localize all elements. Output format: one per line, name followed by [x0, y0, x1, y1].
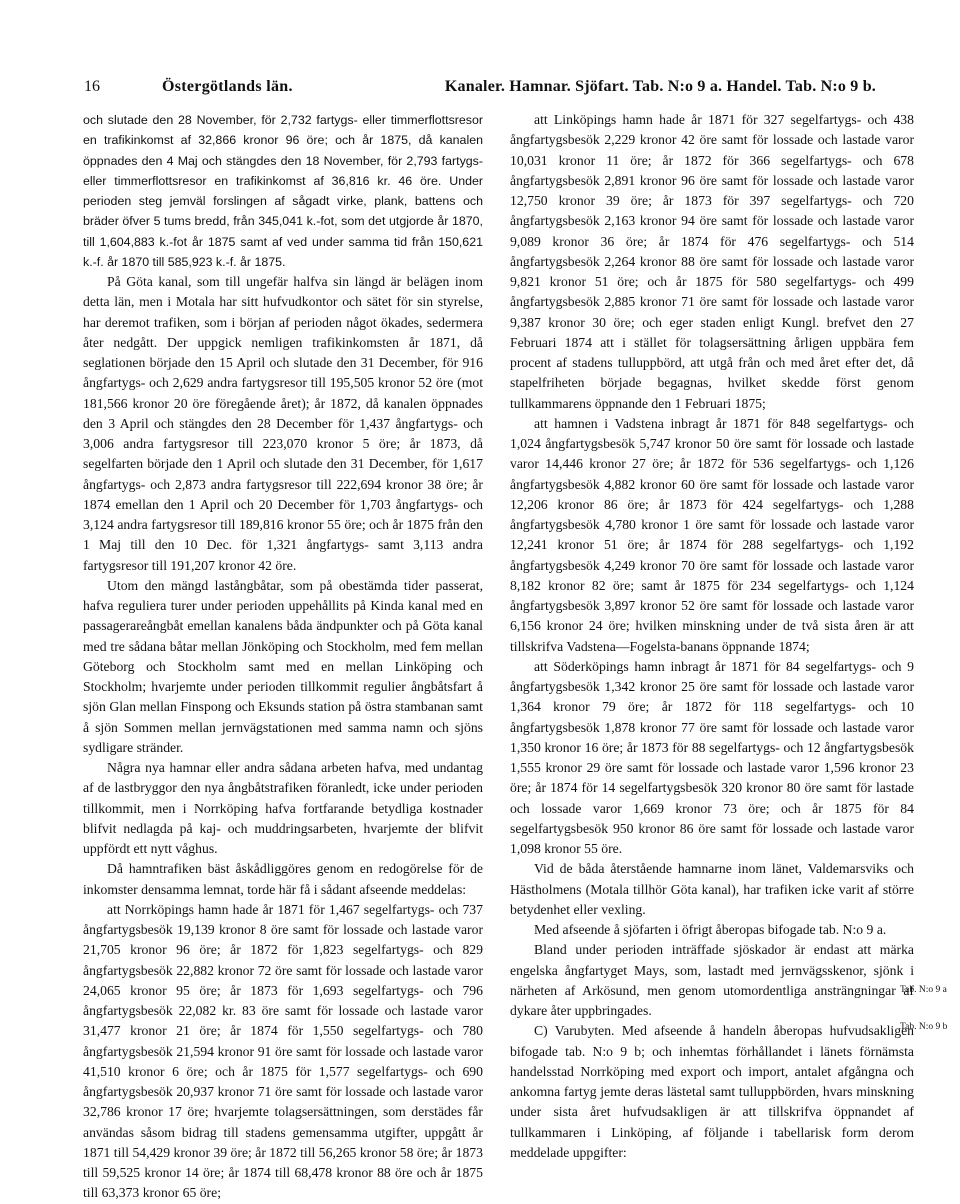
paragraph: Utom den mängd lastångbåtar, som på obestämda tider passerat, hafva reguliera turer under perioden uppehållits på Kinda kanal med en passagerareångbåt emellan kanalens båda ändpunkter och på Göta kanal med tre sådana båtar mellan Jönköping och Stockholm, med fem mellan Göteborg och Stockholm samt med en mellan Linköping och Stockholm; hvarjemte under perioden tillkommit regulier ångbåtsfart å sjön Glan mellan Finspong och Eksunds station på östra stambanan samt å sjön Sommen mellan jernvägstationen med samma namn och sjöns sydligare stränder. — [83, 577, 483, 755]
paragraph: C) Varubyten. Med afseende å handeln åberopas hufvudsakligen bifogade tab. N:o 9 b; och inhemtas förhållandet i länets förnämsta handelsstad Norrköping med export och import, antalet afgångna och ankomna fartyg jemte deras lästetal samt tulluppbörden, hvars minskning under sista året hufvudsakligen är att tillskrifva öppnandet af tullkammaren i Linköping, af följande i tabellarisk form derom meddelade uppgifter: — [510, 1023, 914, 1160]
paragraph: att Norrköpings hamn hade år 1871 för 1,467 segelfartygs- och 737 ångfartygsbesök 19,139 kronor 8 öre samt för lossade och lastade varor 21,705 kronor 96 öre; år 1872 för 1,823 segelfartygs- och 829 ångfartygsbesök 22,882 kronor 72 öre samt för lossade och lastade varor 24,065 kronor 95 öre; år 1873 för 1,693 segelfartygs- och 796 ångfartygsbesök 22,082 kr. 83 öre samt för lossade och lastade varor 31,477 kronor 21 öre; år 1874 för 1,550 segelfartygs- och 780 ångfartygsbesök 21,594 kronor 91 öre samt för lossade och lastade varor 41,510 kronor 6 öre; och år 1875 för 1,577 segelfartygs- och 690 ångfartygsbesök 20,937 kronor 71 öre samt för lossade och lastade varor 32,786 kronor 17 öre; hvarjemte tolagsersättningen, som derstädes får användas såsom bidrag till stadens gemensamma utgifter, uppgått år 1871 till 54,429 kronor 39 öre; år 1872 till 56,265 kronor 58 öre; år 1873 till 59,525 kronor 14 öre; år 1874 till 68,478 kronor 88 öre och år 1875 till 63,373 kronor 65 öre; — [83, 901, 483, 1201]
paragraph: att hamnen i Vadstena inbragt år 1871 för 848 segelfartygs- och 1,024 ångfartygsbesök 5,747 kronor 50 öre samt för lossade och lastade varor 14,446 kronor 27 öre; år 1872 för 536 segelfartygs- och 1,126 ångfartygsbesök 4,882 kronor 60 öre samt för lossade och lastade varor 12,206 kronor 86 öre; år 1873 för 424 segelfartygs- och 1,288 ångfartygsbesök 4,780 kronor 1 öre samt för lossade och lastade varor 12,241 kronor 51 öre; år 1874 för 288 segelfartygs- och 1,192 ångfartygsbesök 4,249 kronor 70 öre samt för lossade och lastade varor 8,182 kronor 82 öre; samt år 1875 för 234 segelfartygs- och 1,124 ångfartygsbesök 3,897 kronor 52 öre samt för lossade och lastade varor 6,156 kronor 24 öre; hvilken minskning under de två sista åren är att tillskrifva Vadstena—Fogelsta-banans öppnande 1874; — [510, 415, 914, 654]
paragraph: Bland under perioden inträffade sjöskador är endast att märka engelska ångfartyget Mays, som, lastadt med jernvägsskenor, sjönk i närheten af Arkösund, men genom utomordentliga ansträngningar af dykare åter uppbringades. — [510, 942, 914, 1018]
page-number: 16 — [84, 78, 100, 95]
paragraph: att Linköpings hamn hade år 1871 för 327 segelfartygs- och 438 ångfartygsbesök 2,229 kronor 42 öre samt för lossade och lastade varor 10,031 kronor 11 öre; år 1872 för 366 segelfartygs- och 678 ångfartygsbesök 2,891 kronor 96 öre samt för lossade och lastade varor 12,750 kronor 39 öre; år 1873 för 397 segelfartygs- och 720 ångfartygsbesök 2,163 kronor 94 öre samt för lossade och lastade varor 9,089 kronor 36 öre; år 1874 för 476 segelfartygs- och 514 ångfartygsbesök 2,264 kronor 88 öre samt för lossade och lastade varor 9,821 kronor 51 öre; och år 1875 för 580 segelfartygs- och 499 ångfartygsbesök 2,885 kronor 71 öre samt för lossade och lastade varor 9,387 kronor 30 öre; och eger staden enligt Kungl. brefvet den 27 Februari 1874 att i stället för tolagsersättning årligen uppbära fem procent af stadens tulluppbörd, att utgå från och med året efter det, då stapelfriheten började begagnas, hvilket skedde först genom tullkammarens öppnande den 1 Februari 1875; — [510, 112, 914, 411]
right-column — [510, 110, 914, 1163]
margin-note: Tab. N:o 9 b — [900, 1022, 948, 1032]
paragraph: Med afseende å sjöfarten i öfrigt åberopas bifogade tab. N:o 9 a. — [534, 922, 887, 937]
section-heading: Kanaler. Hamnar. Sjöfart. Tab. N:o 9 a. Handel. Tab. N:o 9 b. — [444, 78, 876, 95]
paragraph: Då hamntrafiken bäst åskådliggöres genom en redogörelse för de inkomster densamma lemnat, torde här få i sådant afseende meddelas: — [83, 861, 483, 897]
paragraph: att Söderköpings hamn inbragt år 1871 för 84 segelfartygs- och 9 ångfartygsbesök 1,342 kronor 25 öre samt för lossade och lastade varor 1,364 kronor 79 öre; år 1872 för 118 segelfartygs- och 10 ångfartygsbesök 1,878 kronor 77 öre samt för lossade och lastade varor 1,350 kronor 16 öre; år 1873 för 88 segelfartygs- och 12 ångfartygsbesök 1,555 kronor 29 öre samt för lossade och lastade varor 1,596 kronor 23 öre; år 1874 för 14 segelfartygsbesök 320 kronor 80 öre samt för lastade och lossade varor 1,669 kronor 73 öre; och år 1875 för 84 segelfartygsbesök 950 kronor 86 öre samt för lossade och lastade varor 1,098 kronor 55 öre. — [510, 658, 914, 856]
left-column — [83, 110, 483, 1204]
paragraph: och slutade den 28 November, för 2,732 fartygs- eller timmerflottsresor en trafikinkomst af 32,866 kronor 96 öre; och år 1875, då kanalen öppnades den 4 Maj och stängdes den 18 November, för 2,793 fartygs- eller timmerflottsresor en trafikinkomst af 36,816 kr. 46 öre. Under perioden steg jemväl forslingen af sågadt virke, plank, battens och bräder öfver 5 tums bredd, från 345,041 k.-fot, som det utgjorde år 1870, till 1,604,883 k.-fot år 1875 samt af ved under samma tid från 150,621 k.-f. år 1870 till 585,923 k.-f. år 1875. — [83, 113, 483, 269]
page-header — [84, 78, 876, 100]
paragraph: På Göta kanal, som till ungefär halfva sin längd är belägen inom detta län, men i Motala har sitt hufvudkontor och sätet för sin styrelse, har deremot trafiken, som i början af perioden något ökades, sedermera åter nedgått. Der uppgick nemligen trafikinkomsten år 1871, då seglationen började den 15 April och slutade den 31 December, för 916 ångfartygs- och 2,629 andra fartygsresor till 195,505 kronor 52 öre (mot 181,566 kronor 20 öre föregående året); år 1872, då kanalen öppnades den 3 April och stängdes den 28 December för 1,437 ångfartygs- och 3,006 andra fartygsresor till 223,070 kronor 5 öre; år 1873, då segelfarten började den 1 April och slutade den 31 December, för 1,617 ångfartygs- och 2,873 andra fartygsresor till 222,694 kronor 38 öre; år 1874 emellan den 1 April och 20 December för 1,703 ångfartygs- och 3,124 andra fartygsresor till 189,816 kronor 55 öre; och år 1875 från den 1 Maj till den 10 Dec. för 1,321 ångfartygs- samt 3,113 andra fartygsresor till 191,207 kronor 42 öre. — [83, 274, 483, 573]
margin-note: Tab. N:o 9 a — [900, 985, 947, 995]
paragraph: Vid de båda återstående hamnarne inom länet, Valdemarsviks och Hästholmens (Motala tillhör Göta kanal), har trafiken icke varit af större betydenhet eller vexling. — [510, 861, 914, 917]
page-title: Östergötlands län. — [162, 78, 293, 95]
paragraph: Några nya hamnar eller andra sådana arbeten hafva, med undantag af de lastbryggor den nya ångbåtstrafiken föranledt, icke under perioden tillkommit, men i Norrköping hafva fortfarande betydliga kostnader blifvit nedlagda på kaj- och muddringsarbeten, hvarjemte der blifvit uppfördt ett nytt våghus. — [83, 760, 483, 856]
